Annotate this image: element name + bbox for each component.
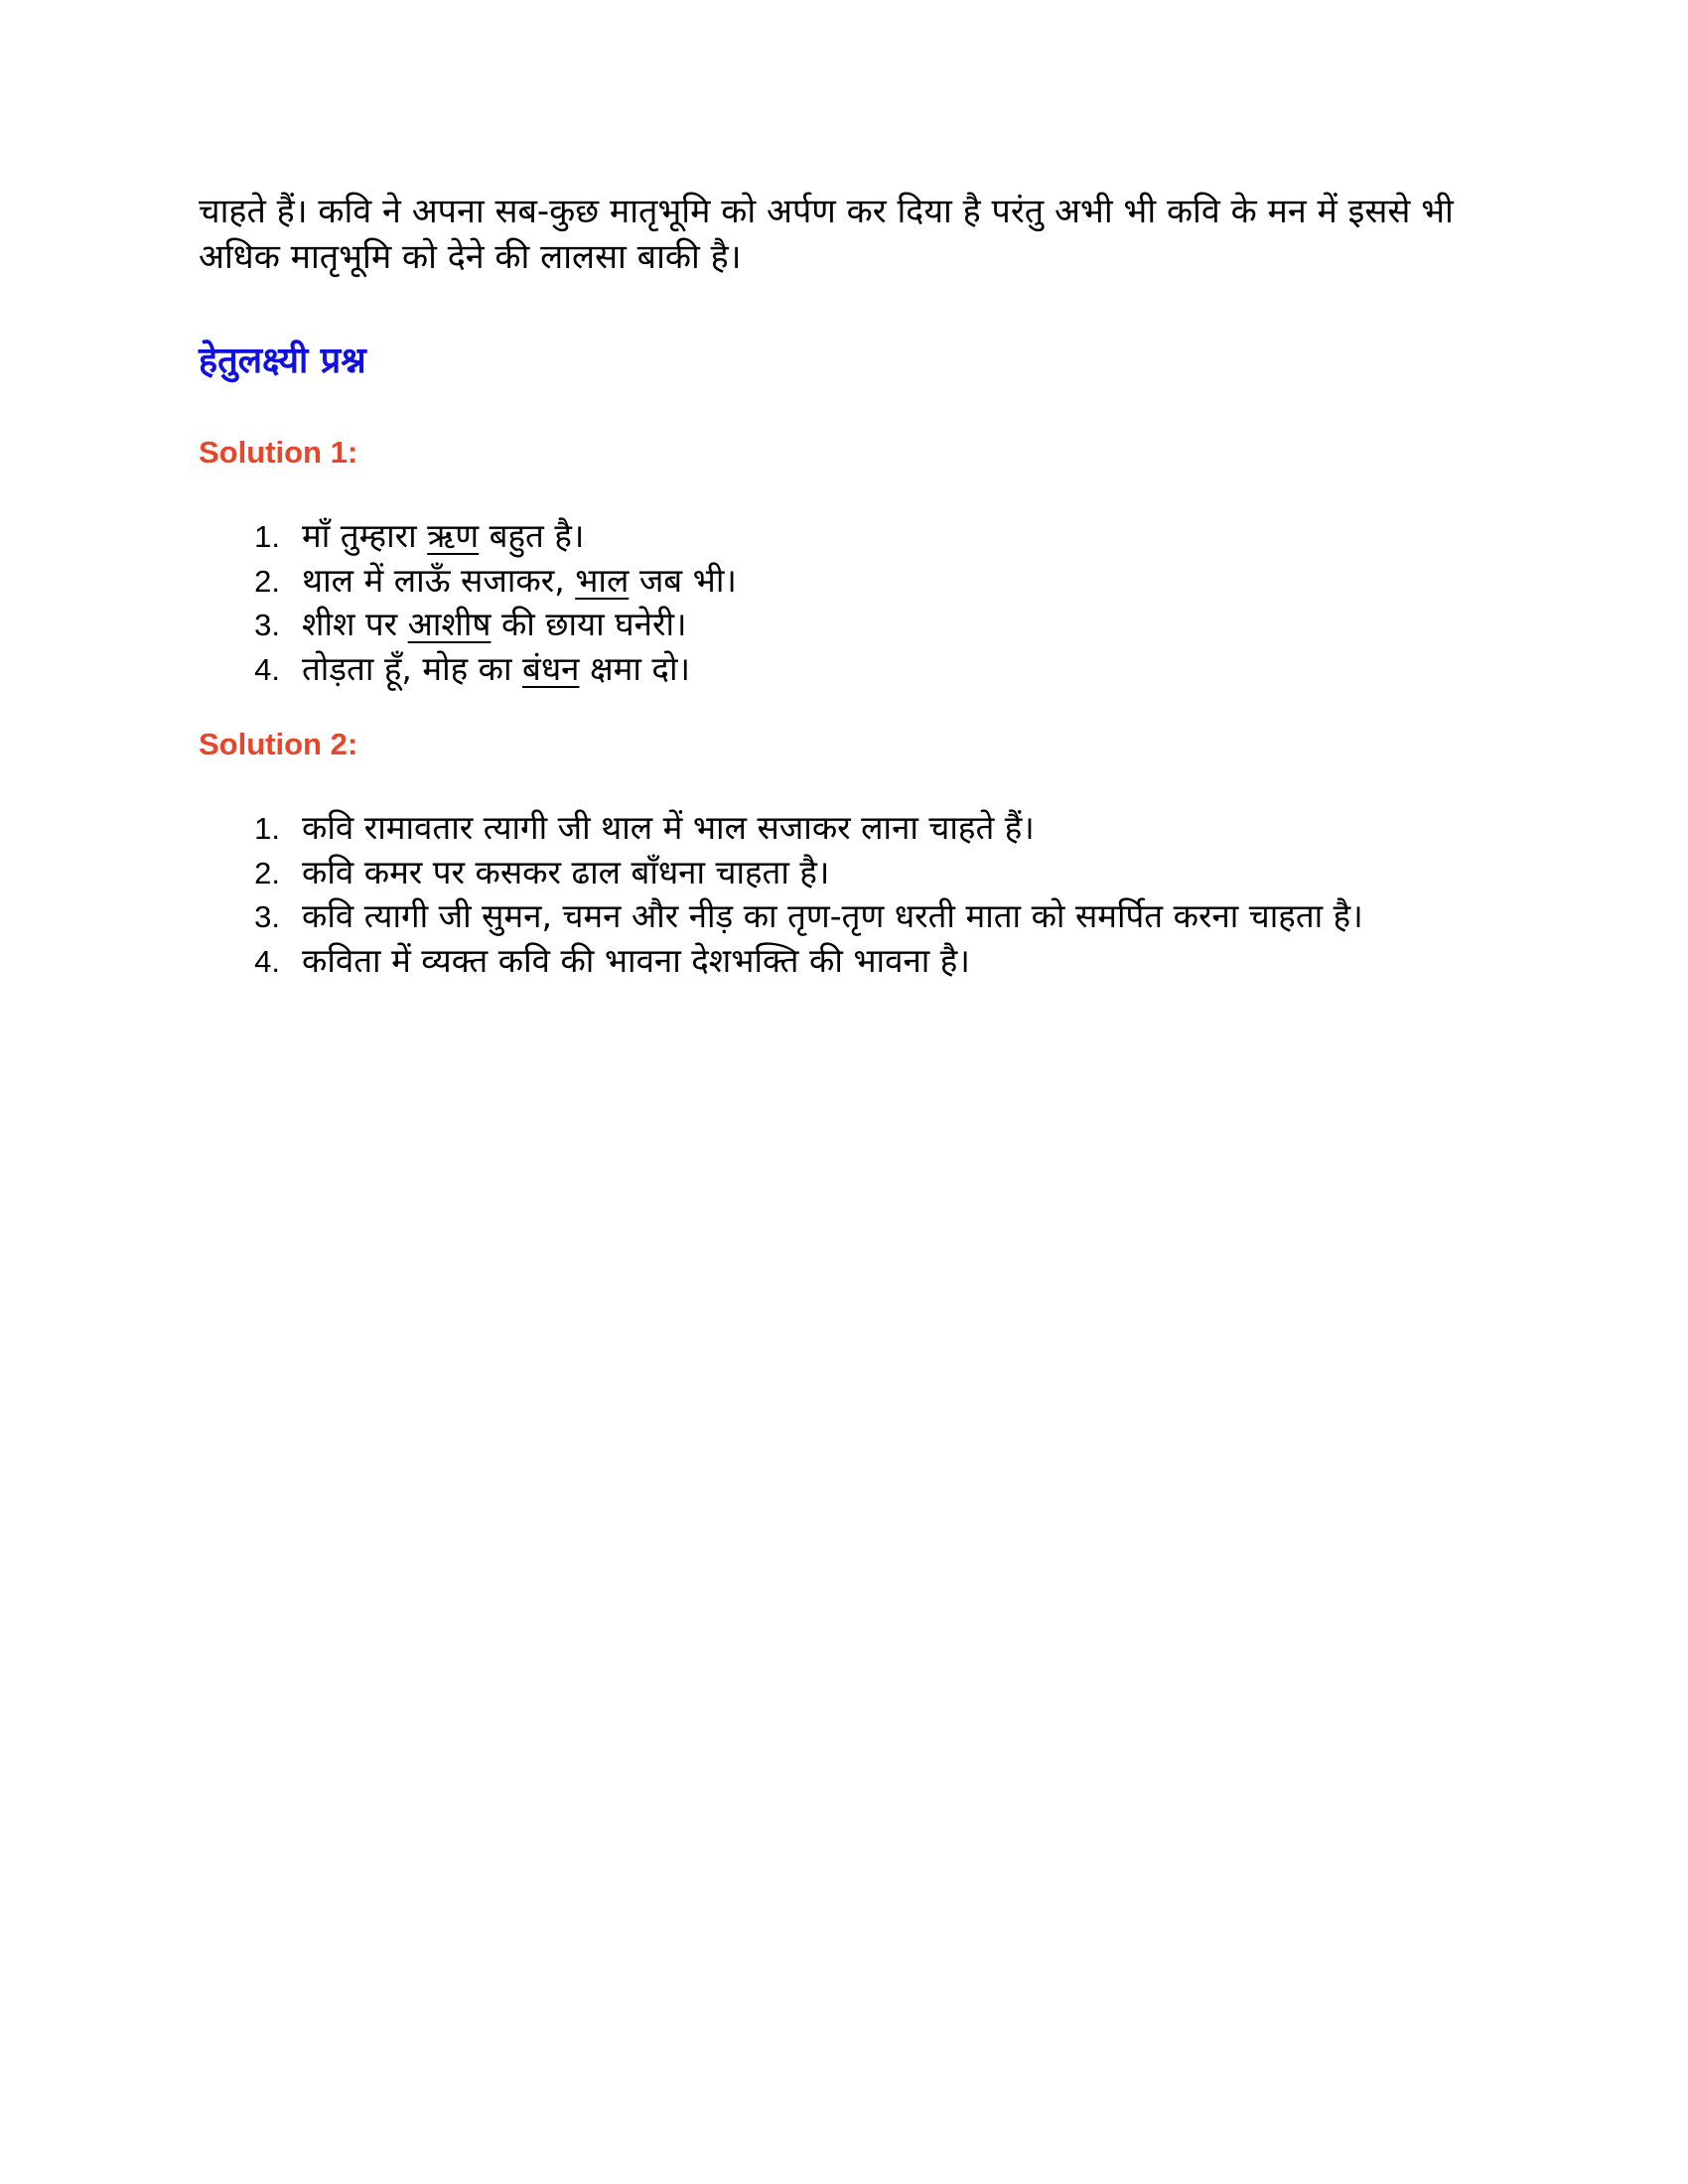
item-text-before: माँ तुम्हारा: [302, 516, 428, 555]
item-text: कविता में व्यक्त कवि की भावना देशभक्ति की भावना है।: [302, 940, 970, 980]
list-item: [199, 647, 1509, 692]
item-text-before: तोड़ता हूँ, मोह का: [302, 648, 523, 688]
item-text-after: की छाया घनेरी।: [491, 605, 687, 643]
item-number: 2.: [254, 855, 280, 890]
underlined-word: भाल: [575, 560, 630, 600]
item-number: 1.: [254, 519, 280, 554]
item-text: कवि कमर पर कसकर ढाल बाँधना चाहता है।: [302, 852, 830, 891]
section-heading: हेतुलक्ष्यी प्रश्न: [199, 341, 366, 381]
intro-line-1: चाहते हैं। कवि ने अपना सब-कुछ मातृभूमि को अर्पण कर दिया है परंतु अभी भी कवि के मन में इससे भी: [199, 192, 1454, 231]
item-text: कवि रामावतार त्यागी जी थाल में भाल सजाकर लाना चाहते हैं।: [302, 808, 1035, 847]
item-text: [302, 514, 584, 559]
list-item: [199, 851, 1509, 895]
item-text: [302, 559, 737, 604]
intro-line-2: अधिक मातृभूमि को देने की लालसा बाकी है।: [199, 237, 742, 277]
solution-1-heading: Solution 1:: [199, 435, 358, 470]
item-number: 4.: [254, 943, 280, 979]
list-item: [199, 939, 1509, 984]
list-item: [199, 559, 1509, 604]
intro-paragraph: [199, 189, 1509, 280]
item-text-after: जब भी।: [629, 560, 737, 600]
solution-1-list: [199, 514, 1509, 691]
item-text: [302, 647, 690, 692]
list-item: [199, 603, 1509, 647]
item-text-before: शीश पर: [302, 605, 408, 643]
item-text: [302, 603, 687, 647]
list-item: [199, 514, 1509, 559]
item-text: कवि त्यागी जी सुमन, चमन और नीड़ का तृण-तृण धरती माता को समर्पित करना चाहता है।: [302, 896, 1363, 935]
item-number: 1.: [254, 811, 280, 846]
underlined-word: आशीष: [407, 605, 492, 643]
item-number: 3.: [254, 899, 280, 934]
underlined-word: ऋण: [427, 516, 480, 555]
item-text-before: थाल में लाऊँ सजाकर,: [302, 560, 576, 600]
solution-2-heading: Solution 2:: [199, 727, 358, 761]
underlined-word: बंधन: [522, 648, 580, 688]
item-text-after: बहुत है।: [479, 516, 585, 555]
item-text-after: क्षमा दो।: [579, 648, 690, 688]
document-page: [199, 189, 1509, 983]
list-item: [199, 806, 1509, 851]
item-number: 2.: [254, 563, 280, 599]
list-item: [199, 894, 1509, 939]
solution-2-list: [199, 806, 1509, 983]
item-number: 3.: [254, 608, 280, 642]
item-number: 4.: [254, 651, 280, 687]
